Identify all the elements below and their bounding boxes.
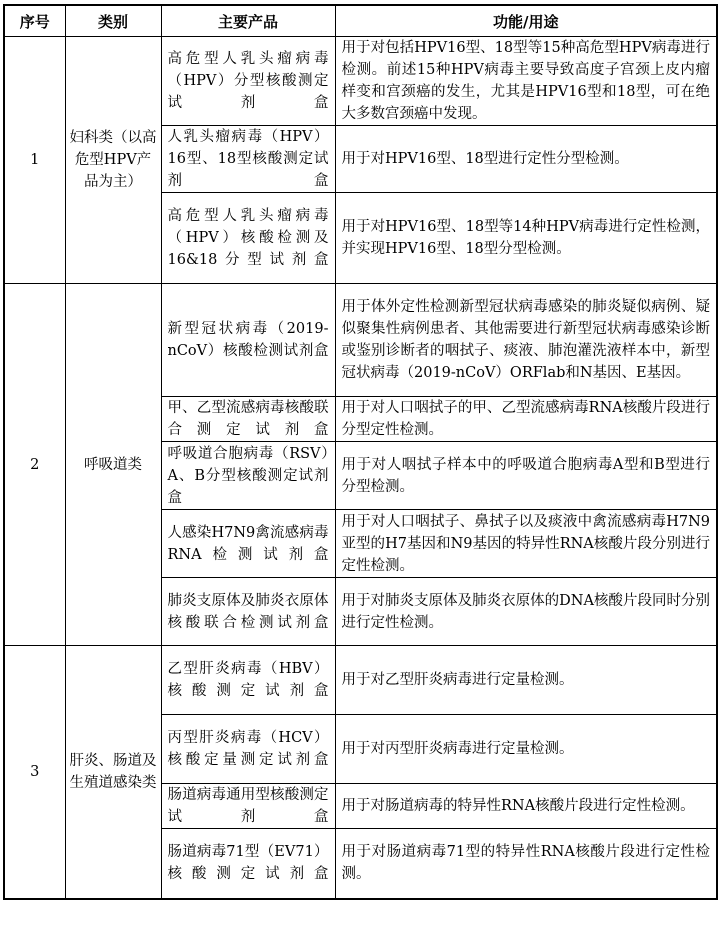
product-use: 用于对丙型肝炎病毒进行定量检测。 [335,715,717,784]
group-number: 2 [4,284,65,646]
group-number: 1 [4,37,65,284]
product-name: 甲、乙型流感病毒核酸联合测定试剂盒 [161,397,335,442]
group-number: 3 [4,646,65,899]
product-table [3,4,718,900]
product-name: 新型冠状病毒（2019-nCoV）核酸检测试剂盒 [161,284,335,397]
table-row [4,646,717,715]
product-name: 丙型肝炎病毒（HCV）核酸定量测定试剂盒 [161,715,335,784]
product-use: 用于对乙型肝炎病毒进行定量检测。 [335,646,717,715]
product-use: 用于对HPV16型、18型进行定性分型检测。 [335,126,717,193]
product-name: 高危型人乳头瘤病毒（HPV）核酸检测及16&18分型试剂盒 [161,193,335,284]
header-category: 类别 [65,5,161,37]
product-use: 用于对包括HPV16型、18型等15种高危型HPV病毒进行检测。前述15种HPV病毒主要导致高度子宫颈上皮内瘤样变和宫颈癌的发生，尤其是HPV16型和18型，可在绝大多数宫颈癌中发现。 [335,37,717,126]
group-category: 肝炎、肠道及生殖道感染类 [65,646,161,899]
header-product: 主要产品 [161,5,335,37]
product-use: 用于对肠道病毒的特异性RNA核酸片段进行定性检测。 [335,784,717,829]
product-use: 用于体外定性检测新型冠状病毒感染的肺炎疑似病例、疑似聚集性病例患者、其他需要进行新型冠状病毒感染诊断或鉴别诊断者的咽拭子、痰液、肺泡灌洗液样本中，新型冠状病毒（2019-nCoV）ORFlab和N基因、E基因。 [335,284,717,397]
group-category: 呼吸道类 [65,284,161,646]
product-name: 乙型肝炎病毒（HBV）核酸测定试剂盒 [161,646,335,715]
product-name: 人感染H7N9禽流感病毒RNA检测试剂盒 [161,510,335,578]
header-use: 功能/用途 [335,5,717,37]
product-name: 肺炎支原体及肺炎衣原体核酸联合检测试剂盒 [161,578,335,646]
header-no: 序号 [4,5,65,37]
product-use: 用于对人口咽拭子的甲、乙型流感病毒RNA核酸片段进行分型定性检测。 [335,397,717,442]
product-name: 高危型人乳头瘤病毒（HPV）分型核酸测定试剂盒 [161,37,335,126]
product-name: 人乳头瘤病毒（HPV）16型、18型核酸测定试剂盒 [161,126,335,193]
product-use: 用于对肠道病毒71型的特异性RNA核酸片段进行定性检测。 [335,829,717,899]
product-name: 呼吸道合胞病毒（RSV）A、B分型核酸测定试剂盒 [161,442,335,510]
table-row [4,284,717,397]
product-use: 用于对HPV16型、18型等14种HPV病毒进行定性检测，并实现HPV16型、18型分型检测。 [335,193,717,284]
product-use: 用于对肺炎支原体及肺炎衣原体的DNA核酸片段同时分别进行定性检测。 [335,578,717,646]
table-row [4,37,717,126]
product-name: 肠道病毒通用型核酸测定试剂盒 [161,784,335,829]
product-name: 肠道病毒71型（EV71）核酸测定试剂盒 [161,829,335,899]
group-category: 妇科类（以高危型HPV产品为主） [65,37,161,284]
product-use: 用于对人口咽拭子、鼻拭子以及痰液中禽流感病毒H7N9亚型的H7基因和N9基因的特异性RNA核酸片段分别进行定性检测。 [335,510,717,578]
header-row [4,5,717,37]
product-table-container [3,4,718,900]
product-use: 用于对人咽拭子样本中的呼吸道合胞病毒A型和B型进行分型检测。 [335,442,717,510]
